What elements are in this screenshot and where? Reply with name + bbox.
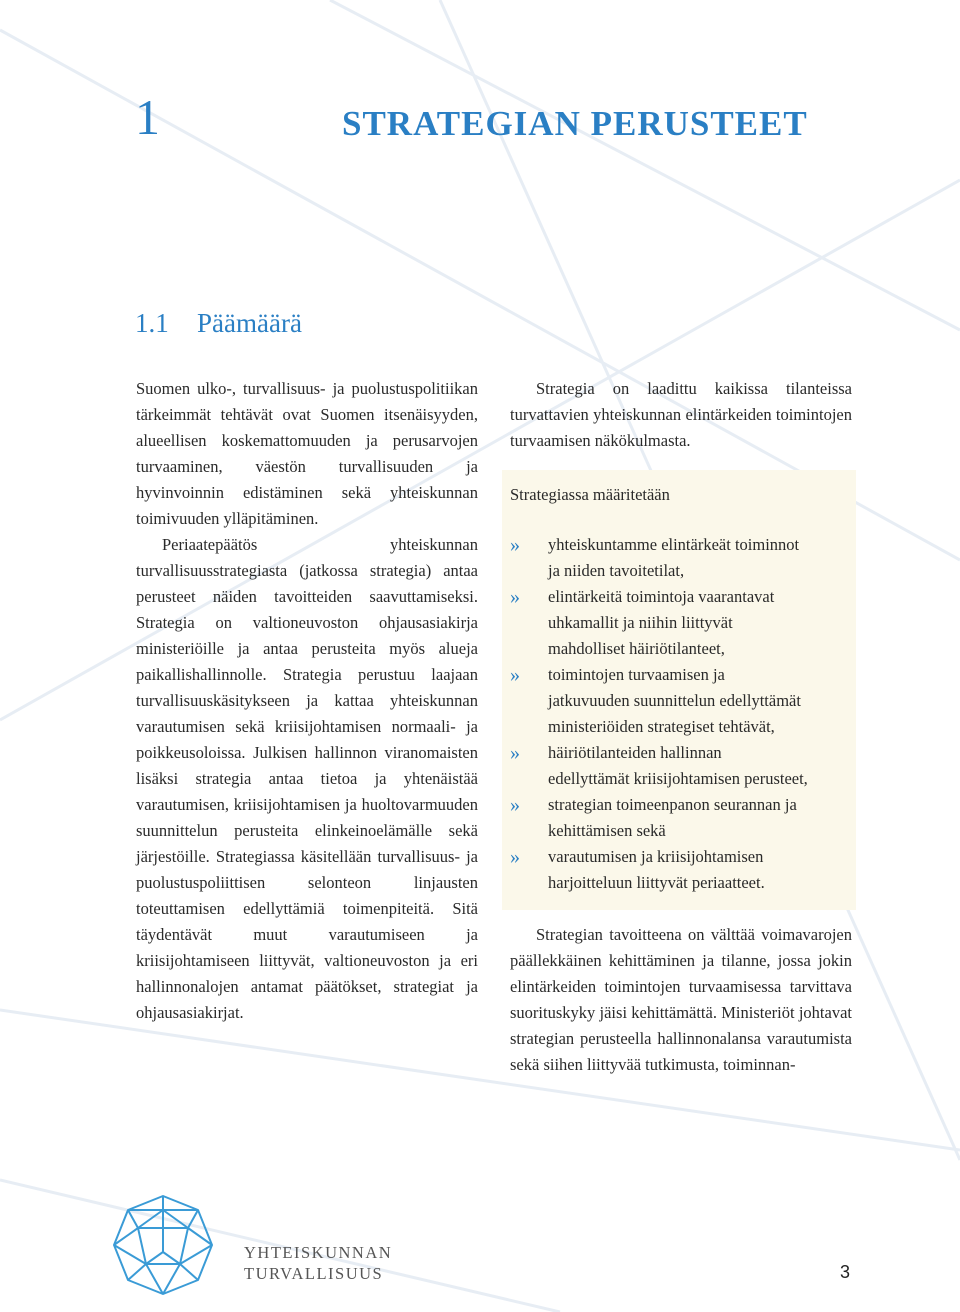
highlight-box [502, 470, 856, 910]
bullet-icon: » [510, 742, 520, 764]
section-number: 1.1 [135, 308, 169, 338]
bullet-icon: » [510, 794, 520, 816]
list-item: » strategian toimeenpanon seurannan ja kehittämisen sekä [510, 794, 797, 840]
intro-paragraph: Strategia on laadittu kaikissa tilanteissa turvattavien yhteiskunnan elintärkeiden toimintojen turvaamisen näkökulmasta. [510, 379, 852, 450]
left-column [136, 376, 478, 1026]
section-heading [135, 310, 302, 337]
paragraph: Periaatepäätös yhteiskunnan turvallisuusstrategiasta (jatkossa strategia) antaa perusteet näiden tavoitteiden saavuttamiseksi. Strategia on valtioneuvoston ohjausasiakirja ministeriöille ja antaa perusteita myös alueja paikallishallinnolle. Strategia perustuu laajaan turvallisuuskäsitykseen ja kattaa yhteiskunnan varautumisen sekä kriisijohtamisen normaali- ja poikkeusoloissa. Julkisen hallinnon viranomaisten lisäksi strategia antaa tietoa ja yhtenäistää varautumisen, kriisijohtamisen ja huoltovarmuuden suunnittelun perusteita elinkeinoelämälle sekä järjestöille. Strategiassa käsitellään turvallisuus- ja puolustuspoliittisen selonteon linjausten toteuttamisen edellyttämiä toimenpiteitä. Sitä täydentävät muut varautumiseen ja kriisijohtamiseen liittyvät, valtioneuvoston ja eri hallinnonalojen antamat päätökset, strategiat ja ohjausasiakirjat. [136, 535, 478, 1022]
tail-paragraph: Strategian tavoitteena on välttää voimavarojen päällekkäinen kehittäminen ja tilanne, jossa jokin elintärkeiden toimintojen turvaamisessa tarvittava suorituskyky jäisi kehittämättä. Ministeriöt johtavat strategian perusteella hallinnonalansa varautumista sekä siihen liittyvää tutkimusta, toiminnan- [510, 925, 852, 1074]
brand-line-1: YHTEISKUNNAN [244, 1243, 393, 1262]
bullet-icon: » [510, 586, 520, 608]
list-item: » häiriötilanteiden hallinnan edellyttämät kriisijohtamisen perusteet, [510, 742, 808, 788]
box-list [510, 532, 854, 896]
section-title: Päämäärä [197, 308, 302, 338]
list-item: » toimintojen turvaamisen ja jatkuvuuden suunnittelun edellyttämät ministeriöiden strategiset tehtävät, [510, 664, 801, 736]
chapter-title: STRATEGIAN PERUSTEET [342, 104, 808, 143]
polyhedron-logo-icon [110, 1192, 216, 1298]
list-item: » elintärkeitä toimintoja vaarantavat uhkamallit ja niihin liittyvät mahdolliset häiriötilanteet, [510, 586, 775, 658]
brand-line-2: TURVALLISUUS [244, 1264, 384, 1283]
box-lead: Strategiassa määritetään [510, 485, 670, 504]
page-number: 3 [840, 1262, 851, 1282]
brand-wordmark [244, 1242, 392, 1284]
paragraph: Suomen ulko-, turvallisuus- ja puolustuspolitiikan tärkeimmät tehtävät ovat Suomen itsenäisyyden, alueellisen koskemattomuuden ja perusarvojen turvaaminen, väestön turvallisuuden ja hyvinvoinnin edistäminen sekä yhteiskunnan toimivuuden ylläpitäminen. [136, 379, 478, 528]
bullet-icon: » [510, 534, 520, 556]
bullet-icon: » [510, 664, 520, 686]
list-item: » varautumisen ja kriisijohtamisen harjoitteluun liittyvät periaatteet. [510, 846, 765, 892]
chapter-number: 1 [135, 89, 160, 145]
list-item: » yhteiskuntamme elintärkeät toiminnot ja niiden tavoitetilat, [510, 534, 800, 580]
bullet-icon: » [510, 846, 520, 868]
